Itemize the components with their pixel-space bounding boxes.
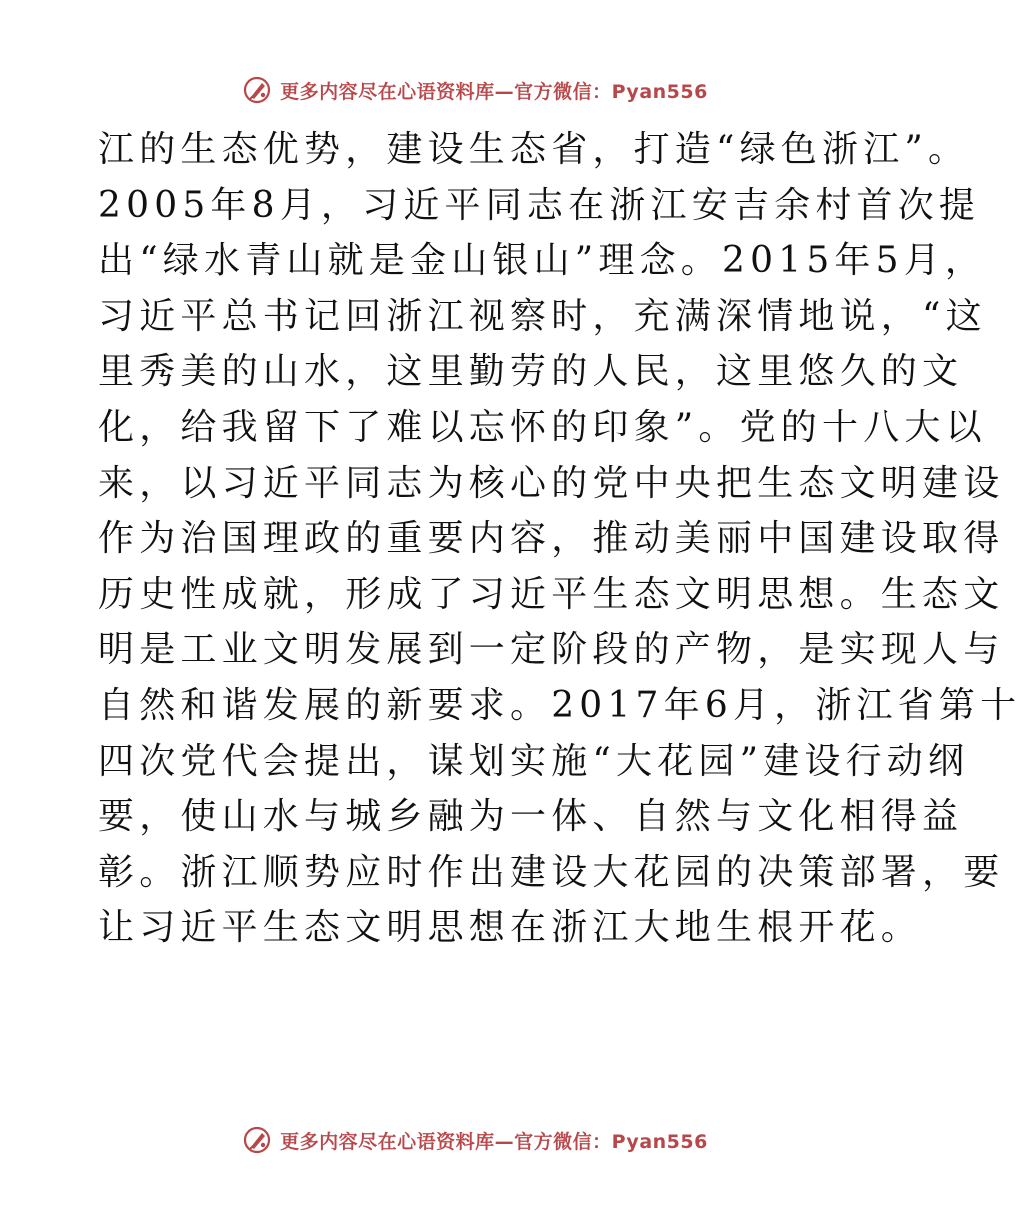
body-line: 化，给我留下了难以忘怀的印象”。党的十八大以	[98, 406, 987, 448]
quill-pen-logo-icon	[242, 75, 272, 105]
body-line: 让习近平生态文明思想在浙江大地生根开花。	[98, 907, 923, 949]
body-line: 四次党代会提出，谋划实施“大花园”建设行动纲	[98, 740, 970, 782]
footer-banner	[0, 1120, 950, 1160]
body-line: 自然和谐发展的新要求。2017年6月，浙江省第十	[98, 684, 1021, 726]
body-line: 来，以习近平同志为核心的党中央把生态文明建设	[98, 462, 1005, 504]
body-line: 2005年8月，习近平同志在浙江安吉余村首次提	[98, 184, 981, 226]
body-line: 历史性成就，形成了习近平生态文明思想。生态文	[98, 573, 1005, 615]
body-line: 要，使山水与城乡融为一体、自然与文化相得益	[98, 796, 964, 838]
body-line: 出“绿水青山就是金山银山”理念。2015年5月，	[98, 240, 987, 282]
footer-banner-text: 更多内容尽在心语资料库—官方微信：Pyan556	[280, 1130, 708, 1153]
quill-pen-logo-icon	[242, 1125, 272, 1155]
header-banner-text: 更多内容尽在心语资料库—官方微信：Pyan556	[280, 80, 708, 103]
body-line: 习近平总书记回浙江视察时，充满深情地说，“这	[98, 295, 987, 337]
body-line: 里秀美的山水，这里勤劳的人民，这里悠久的文	[98, 351, 964, 393]
body-line: 彰。浙江顺势应时作出建设大花园的决策部署，要	[98, 851, 1005, 893]
body-line: 作为治国理政的重要内容，推动美丽中国建设取得	[98, 518, 1005, 560]
document-body	[98, 122, 1021, 956]
body-line: 江的生态优势，建设生态省，打造“绿色浙江”。	[98, 129, 970, 170]
body-line: 明是工业文明发展到一定阶段的产物，是实现人与	[98, 629, 1005, 671]
header-banner	[0, 70, 950, 110]
